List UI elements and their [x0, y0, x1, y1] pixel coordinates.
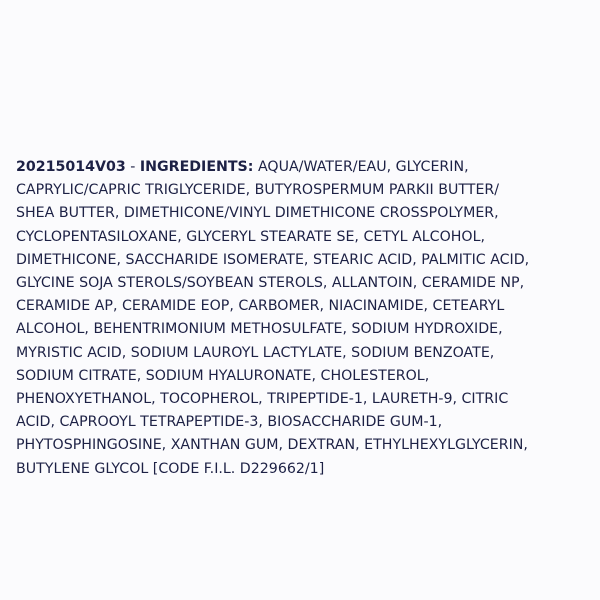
- ingredients-line: MYRISTIC ACID, SODIUM LAUROYL LACTYLATE, SODIUM BENZOATE,: [16, 344, 495, 361]
- ingredients-line: GLYCINE SOJA STEROLS/SOYBEAN STEROLS, ALLANTOIN, CERAMIDE NP,: [16, 275, 525, 292]
- ingredients-line: CYCLOPENTASILOXANE, GLYCERYL STEARATE SE, CETYL ALCOHOL,: [16, 228, 485, 245]
- ingredients-line: SHEA BUTTER, DIMETHICONE/VINYL DIMETHICONE CROSSPOLYMER,: [16, 205, 499, 222]
- ingredients-line: PHENOXYETHANOL, TOCOPHEROL, TRIPEPTIDE-1, LAURETH-9, CITRIC: [16, 391, 509, 408]
- ingredients-line: BUTYLENE GLYCOL [CODE F.I.L. D229662/1]: [16, 460, 325, 477]
- ingredients-line-1: [16, 156, 586, 179]
- ingredients-heading: INGREDIENTS:: [139, 159, 254, 175]
- ingredients-line: PHYTOSPHINGOSINE, XANTHAN GUM, DEXTRAN, ETHYLHEXYLGLYCERIN,: [16, 437, 528, 454]
- ingredients-line: CERAMIDE AP, CERAMIDE EOP, CARBOMER, NIACINAMIDE, CETEARYL: [16, 298, 505, 315]
- ingredients-text-block: [16, 156, 586, 481]
- ingredients-line: CAPRYLIC/CAPRIC TRIGLYCERIDE, BUTYROSPERMUM PARKII BUTTER/: [16, 182, 500, 199]
- ingredients-line: SODIUM CITRATE, SODIUM HYALURONATE, CHOLESTEROL,: [16, 367, 430, 384]
- lot-separator: -: [125, 159, 140, 175]
- lot-code: 20215014V03: [16, 159, 126, 175]
- ingredients-line: ACID, CAPROOYL TETRAPEPTIDE-3, BIOSACCHARIDE GUM-1,: [16, 414, 443, 431]
- ingredients-first-line-text: AQUA/WATER/EAU, GLYCERIN,: [253, 159, 469, 175]
- ingredients-line: DIMETHICONE, SACCHARIDE ISOMERATE, STEARIC ACID, PALMITIC ACID,: [16, 251, 530, 268]
- ingredients-line: ALCOHOL, BEHENTRIMONIUM METHOSULFATE, SODIUM HYDROXIDE,: [16, 321, 503, 338]
